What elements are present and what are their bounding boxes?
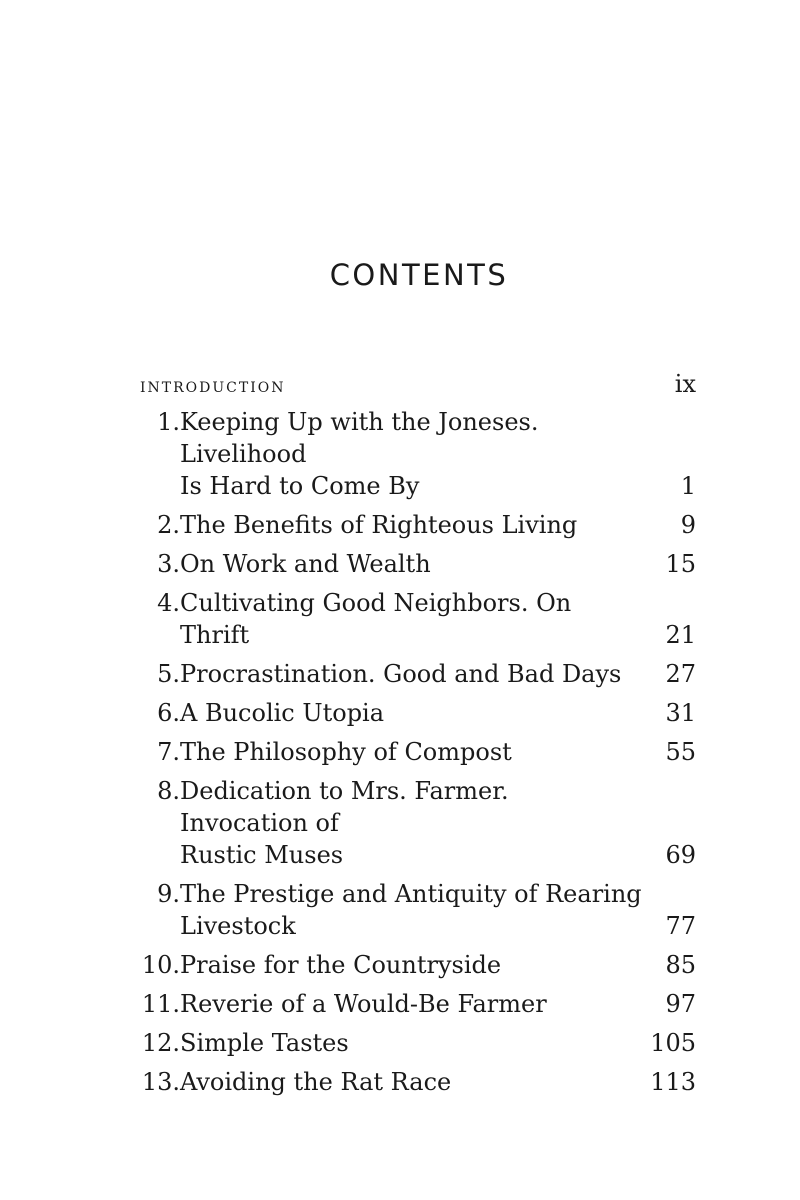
toc-entry xyxy=(140,949,696,981)
introduction-page: ix xyxy=(674,370,696,398)
entry-number: 10. xyxy=(141,951,180,979)
entry-title: Dedication to Mrs. Farmer. Invocation of Rustic Muses xyxy=(180,777,509,869)
entry-page: 105 xyxy=(650,1029,696,1057)
entry-page: 21 xyxy=(665,621,696,649)
entry-page: 69 xyxy=(665,841,696,869)
entry-title: The Benefits of Righteous Living xyxy=(180,511,578,539)
entry-title: Avoiding the Rat Race xyxy=(180,1068,452,1096)
entry-title: Reverie of a Would-Be Farmer xyxy=(180,990,547,1018)
page-title: CONTENTS xyxy=(329,258,509,292)
entry-title: On Work and Wealth xyxy=(180,550,431,578)
toc-entry xyxy=(140,1027,696,1059)
entry-number: 3. xyxy=(157,550,180,578)
entry-number: 13. xyxy=(141,1068,180,1096)
entry-title: Keeping Up with the Joneses. Livelihood Is Hard to Come By xyxy=(180,408,539,500)
toc-entry xyxy=(140,406,696,502)
entry-page: 1 xyxy=(680,472,696,500)
toc-entry xyxy=(140,878,696,942)
entry-title: Cultivating Good Neighbors. On Thrift xyxy=(180,589,572,649)
entry-page: 77 xyxy=(665,912,696,940)
entry-page: 27 xyxy=(665,660,696,688)
toc-entry xyxy=(140,548,696,580)
entry-number: 4. xyxy=(157,589,180,617)
entry-title: Procrastination. Good and Bad Days xyxy=(180,660,622,688)
entry-title: Praise for the Countryside xyxy=(180,951,502,979)
entry-number: 12. xyxy=(141,1029,180,1057)
entry-title: The Philosophy of Compost xyxy=(180,738,512,766)
entry-page: 97 xyxy=(665,990,696,1018)
toc-entry xyxy=(140,509,696,541)
introduction-label: introduction xyxy=(140,373,286,397)
entry-number: 5. xyxy=(157,660,180,688)
entry-number: 7. xyxy=(157,738,180,766)
toc-entry xyxy=(140,697,696,729)
toc-entry xyxy=(140,1066,696,1098)
entry-page: 9 xyxy=(680,511,696,539)
table-of-contents xyxy=(140,368,696,1105)
toc-entry xyxy=(140,988,696,1020)
entry-page: 85 xyxy=(665,951,696,979)
entry-number: 2. xyxy=(157,511,180,539)
toc-entry xyxy=(140,736,696,768)
entry-number: 9. xyxy=(157,880,180,908)
toc-entry xyxy=(140,775,696,871)
entry-title: A Bucolic Utopia xyxy=(180,699,385,727)
entry-page: 15 xyxy=(665,550,696,578)
toc-entry xyxy=(140,587,696,651)
entry-page: 55 xyxy=(665,738,696,766)
entry-page: 31 xyxy=(665,699,696,727)
entry-number: 11. xyxy=(141,990,180,1018)
entry-number: 8. xyxy=(157,777,180,805)
toc-introduction xyxy=(140,368,696,406)
entry-number: 6. xyxy=(157,699,180,727)
entry-title: The Prestige and Antiquity of Rearing Livestock xyxy=(180,880,642,940)
entry-title: Simple Tastes xyxy=(180,1029,349,1057)
entry-page: 113 xyxy=(650,1068,696,1096)
toc-entry xyxy=(140,658,696,690)
entry-number: 1. xyxy=(157,408,180,436)
